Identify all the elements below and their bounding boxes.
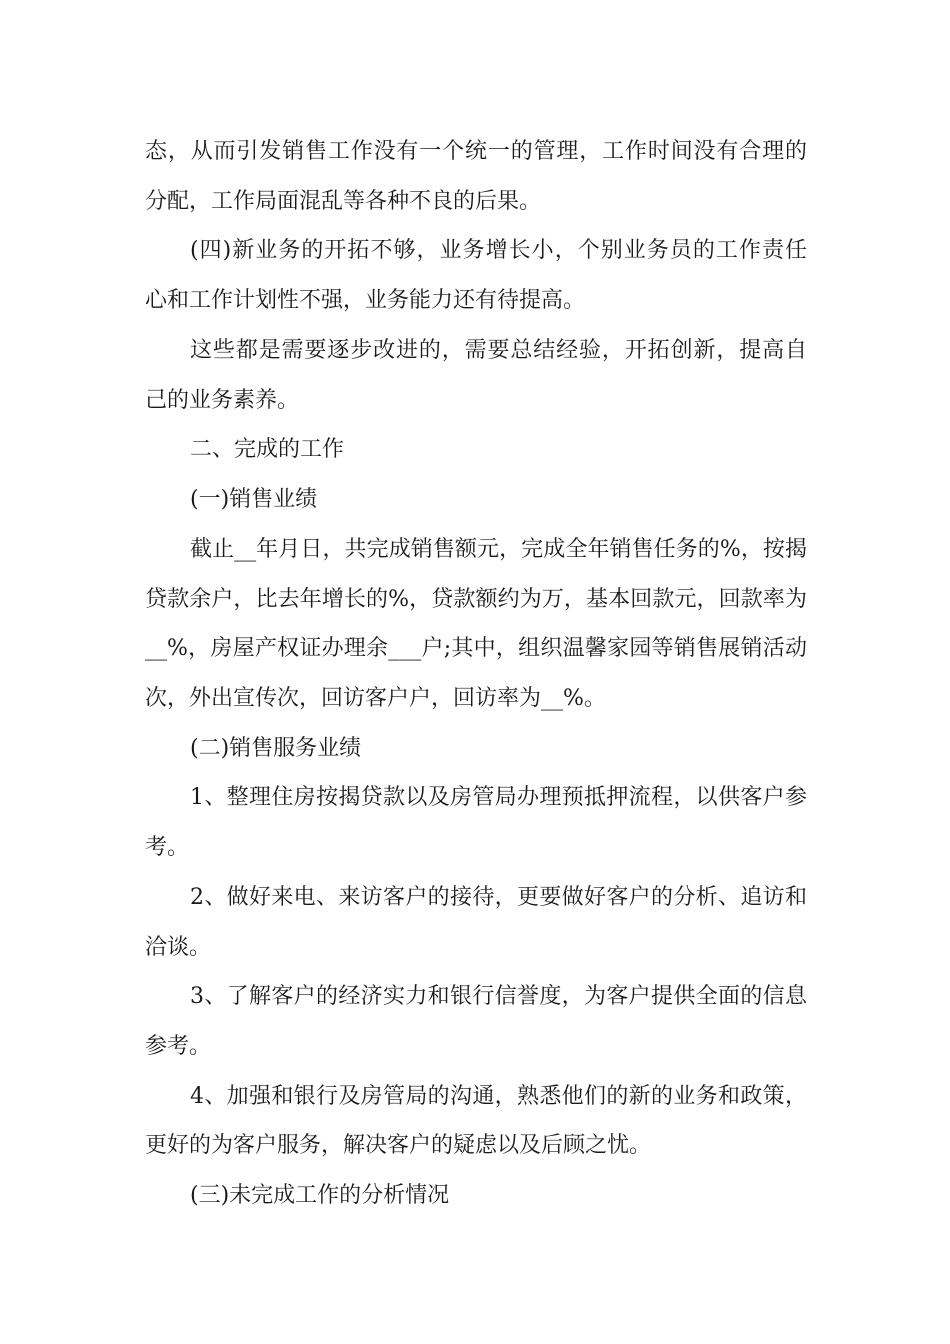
text-line: 1、整理住房按揭贷款以及房管局办理预抵押流程，以供客户参 [190,785,807,810]
text-line: __%，房屋产权证办理余___户;其中，组织温馨家园等销售展销活动 [145,636,807,661]
text-line: 己的业务素养。 [145,388,300,413]
text-line: 贷款余户，比去年增长的%，贷款额约为万，基本回款元，回款率为 [145,587,807,612]
text-line: 参考。 [145,1034,212,1059]
text-line: 心和工作计划性不强，业务能力还有待提高。 [145,288,586,313]
subsection-heading: (二)销售服务业绩 [190,736,362,761]
text-line: 更好的为客户服务，解决客户的疑虑以及后顾之忧。 [145,1133,652,1158]
text-line: (四)新业务的开拓不够，业务增长小，个别业务员的工作责任 [190,238,807,263]
text-line: 4、加强和银行及房管局的沟通，熟悉他们的新的业务和政策， [190,1084,807,1109]
text-line: 次，外出宣传次，回访客户户，回访率为__%。 [145,686,606,711]
text-line: 3、了解客户的经济实力和银行信誉度，为客户提供全面的信息 [190,984,807,1009]
text-line: 考。 [145,835,190,860]
text-line: 这些都是需要逐步改进的，需要总结经验，开拓创新，提高自 [190,338,807,363]
text-line: 截止__年月日，共完成销售额元，完成全年销售任务的%，按揭 [190,537,807,562]
subsection-heading: (一)销售业绩 [190,487,318,512]
text-line: 分配，工作局面混乱等各种不良的后果。 [145,189,542,214]
text-line: 2、做好来电、来访客户的接待，更要做好客户的分析、追访和 [190,885,807,910]
text-line: 洽谈。 [145,935,212,960]
section-heading: 二、完成的工作 [190,437,345,462]
text-line: 态，从而引发销售工作没有一个统一的管理，工作时间没有合理的 [145,139,807,164]
subsection-heading: (三)未完成工作的分析情况 [190,1183,450,1208]
